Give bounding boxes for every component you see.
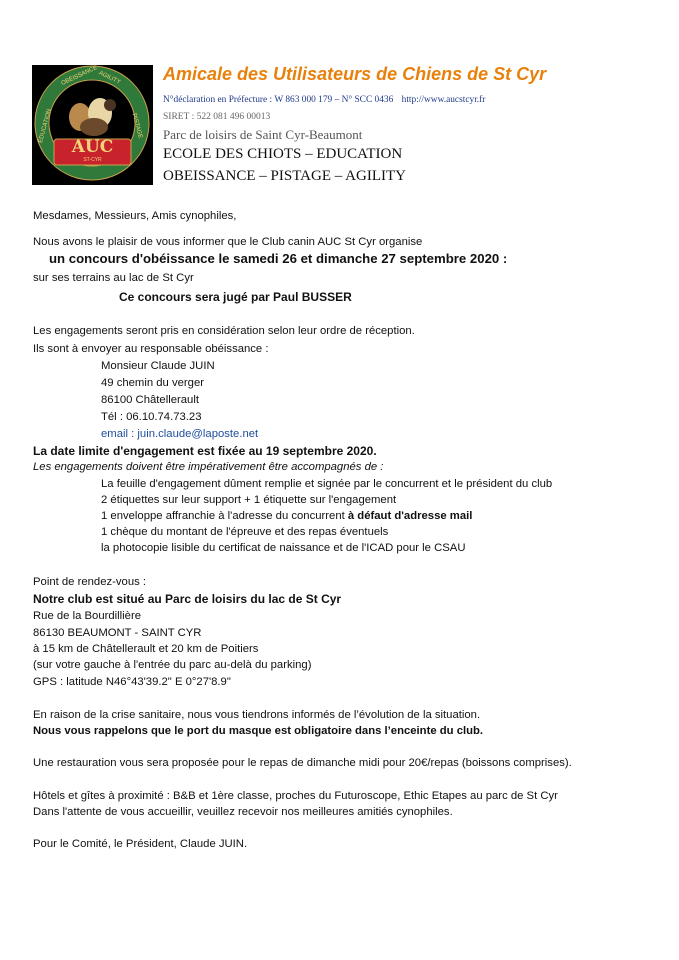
requirement-item: 2 étiquettes sur leur support + 1 étiquette sur l'engagement bbox=[101, 494, 397, 506]
club-logo bbox=[32, 65, 153, 185]
logo-ring-word-right: PISTAGE bbox=[130, 112, 143, 140]
contact-street: 49 chemin du verger bbox=[101, 377, 204, 389]
prefecture-declaration bbox=[163, 95, 485, 105]
club-location: Parc de loisirs de Saint Cyr-Beaumont bbox=[163, 127, 363, 142]
mask-notice: Nous vous rappelons que le port du masque est obligatoire dans l’enceinte du club. bbox=[33, 725, 484, 737]
contact-city: 86100 Châtellerault bbox=[101, 394, 199, 406]
activities-line-2: OBEISSANCE – PISTAGE – AGILITY bbox=[163, 168, 406, 184]
requirements-intro: Les engagements doivent être impérativement être accompagnés de : bbox=[33, 461, 384, 473]
contact-phone: Tél : 06.10.74.73.23 bbox=[101, 411, 202, 423]
activities-line-1: ECOLE DES CHIOTS – EDUCATION bbox=[163, 146, 403, 162]
engagements-line-1: Les engagements seront pris en considération selon leur ordre de réception. bbox=[33, 325, 415, 337]
email-link[interactable]: juin.claude@laposte.net bbox=[137, 428, 259, 440]
greeting: Mesdames, Messieurs, Amis cynophiles, bbox=[33, 210, 237, 222]
meeting-line: à 15 km de Châtellerault et 20 km de Poitiers bbox=[33, 643, 259, 655]
gps-coordinates: GPS : latitude N46°43'39.2" E 0°27'8.9" bbox=[33, 676, 231, 688]
requirement-item: La feuille d'engagement dûment remplie et signée par le concurrent et le président du club bbox=[101, 478, 553, 490]
meeting-line: 86130 BEAUMONT - SAINT CYR bbox=[33, 627, 202, 639]
requirement-item bbox=[101, 510, 472, 522]
logo-subtext: ST-CYR bbox=[83, 157, 102, 163]
website-link[interactable]: http://www.aucstcyr.fr bbox=[401, 95, 486, 105]
engagements-line-2: Ils sont à envoyer au responsable obéissance : bbox=[33, 343, 269, 355]
club-name: Amicale des Utilisateurs de Chiens de St Cyr bbox=[163, 64, 547, 84]
intro: Nous avons le plaisir de vous informer que le Club canin AUC St Cyr organise bbox=[33, 236, 423, 248]
meeting-line: (sur votre gauche à l'entrée du parc au-delà du parking) bbox=[33, 659, 312, 671]
requirement-item: 1 chèque du montant de l'épreuve et des repas éventuels bbox=[101, 526, 389, 538]
signature: Pour le Comité, le Président, Claude JUIN. bbox=[33, 838, 248, 850]
restaurant-notice: Une restauration vous sera proposée pour le repas de dimanche midi pour 20€/repas (boissons comprises). bbox=[33, 757, 572, 769]
requirement-text: 1 enveloppe affranchie à l'adresse du concurrent bbox=[101, 510, 348, 522]
venue: sur ses terrains au lac de St Cyr bbox=[33, 272, 194, 284]
declaration-text: N°déclaration en Préfecture : W 863 000 179 – N° SCC 0436 bbox=[163, 95, 394, 105]
deadline: La date limite d'engagement est fixée au 19 septembre 2020. bbox=[33, 444, 377, 458]
email-label: email : bbox=[101, 428, 138, 440]
requirement-bold-suffix: à défaut d'adresse mail bbox=[347, 510, 473, 522]
requirement-item: la photocopie lisible du certificat de naissance et de l'ICAD pour le CSAU bbox=[101, 542, 466, 554]
contact-email-line bbox=[101, 428, 258, 440]
lodging-notice: Hôtels et gîtes à proximité : B&B et 1ère classe, proches du Futuroscope, Ethic Etapes au parc de St Cyr bbox=[33, 790, 558, 802]
contact-name: Monsieur Claude JUIN bbox=[101, 360, 215, 372]
logo-ring-word-top: OBÉISSANCE bbox=[60, 65, 99, 87]
sanitary-notice: En raison de la crise sanitaire, nous vous tiendrons informés de l’évolution de la situation. bbox=[33, 709, 481, 721]
judge: Ce concours sera jugé par Paul BUSSER bbox=[119, 290, 352, 304]
logo-ring-word-left: ÉDUCATION bbox=[38, 108, 53, 144]
siret: SIRET : 522 081 496 00013 bbox=[163, 112, 271, 122]
event-announcement: un concours d'obéissance le samedi 26 et dimanche 27 septembre 2020 : bbox=[49, 251, 508, 266]
logo-text: AUC bbox=[71, 137, 114, 157]
meeting-line: Rue de la Bourdillière bbox=[33, 610, 142, 622]
closing: Dans l'attente de vous accueillir, veuillez recevoir nos meilleures amitiés cynophiles. bbox=[33, 806, 453, 818]
meeting-label: Point de rendez-vous : bbox=[33, 576, 147, 588]
logo-ring-word-top-right: AGILITY bbox=[97, 70, 122, 86]
meeting-title: Notre club est situé au Parc de loisirs du lac de St Cyr bbox=[33, 592, 342, 606]
